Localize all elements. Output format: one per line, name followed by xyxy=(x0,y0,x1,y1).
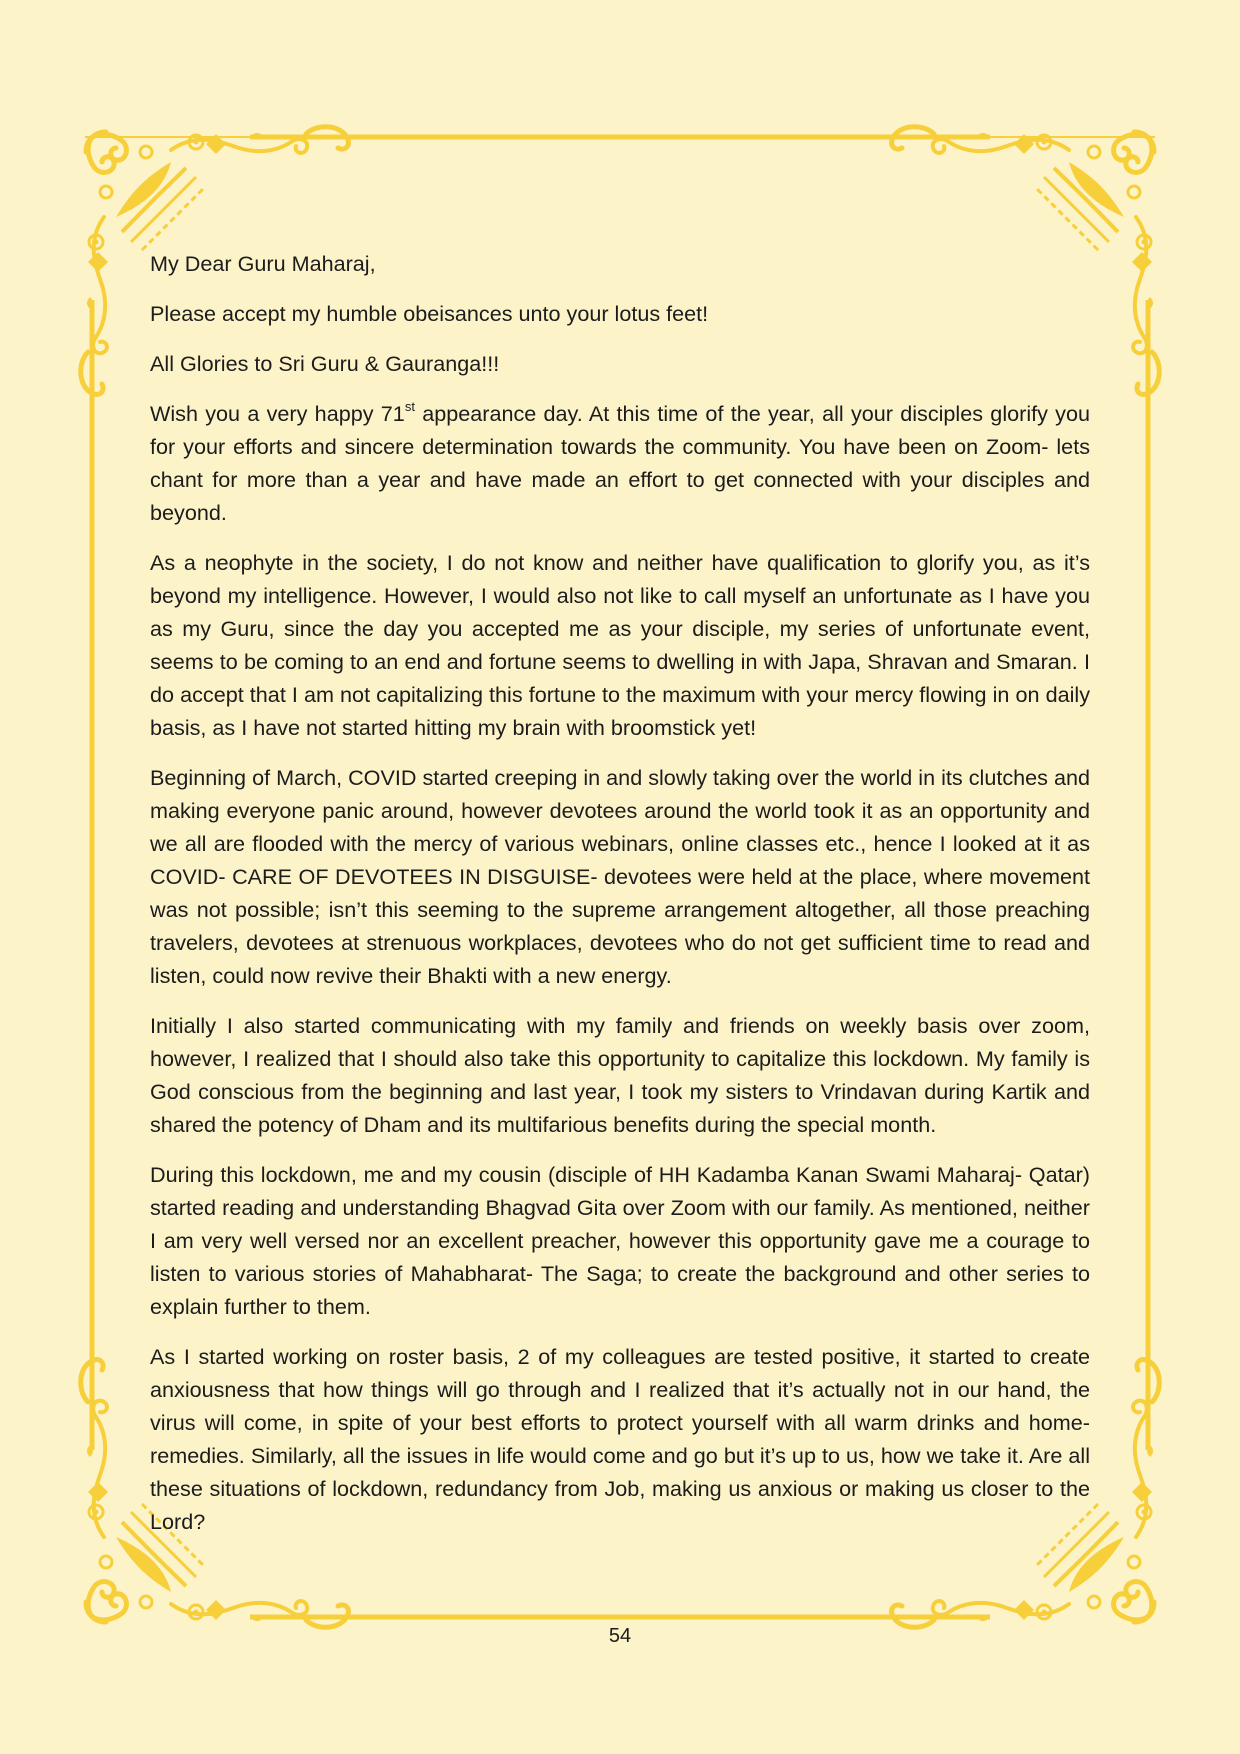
glories-line: All Glories to Sri Guru & Gauranga!!! xyxy=(150,351,500,376)
paragraph-appearance-day xyxy=(150,397,1090,529)
obeisance-line: Please accept my humble obeisances unto your lotus feet! xyxy=(150,301,709,326)
paragraph-text: Wish you a very happy 71 xyxy=(150,401,405,426)
paragraph-neophyte: As a neophyte in the society, I do not know and neither have qualification to glorify you, as it’s beyond my intelligence. However, I would also not like to call myself an unfortunate as I have you as my Guru, since the day you accepted me as your disciple, my series of unfortunate event, seems to be coming to an end and fortune seems to dwelling in with Japa, Shravan and Smaran. I do accept that I am not capitalizing this fortune to the maximum with your mercy flowing in on daily basis, as I have not started hitting my brain with broomstick yet! xyxy=(150,550,1090,740)
paragraph-roster: As I started working on roster basis, 2 of my colleagues are tested positive, it started to create anxiousness that how things will go through and I realized that it’s actually not in our hand, the virus will come, in spite of your best efforts to protect yourself with all warm drinks and home-remedies. Similarly, all the issues in life would come and go but it’s up to us, how we take it. Are all these situations of lockdown, redundancy from Job, making us anxious or making us closer to the Lord? xyxy=(150,1344,1090,1534)
letter-body xyxy=(150,247,1090,1555)
ordinal-suffix: st xyxy=(404,398,415,414)
page-number: 54 xyxy=(608,1625,632,1647)
paragraph-covid: Beginning of March, COVID started creeping in and slowly taking over the world in its clutches and making everyone panic around, however devotees around the world took it as an opportunity and we all are flooded with the mercy of various webinars, online classes etc., hence I looked at it as COVID- CARE OF DEVOTEES IN DISGUISE- devotees were held at the place, where movement was not possible; isn’t this seeming to the supreme arrangement altogether, all those preaching travelers, devotees at strenuous workplaces, devotees who do not get sufficient time to read and listen, could now revive their Bhakti with a new energy. xyxy=(150,765,1090,988)
paragraph-text: appearance day. At this time of the year, all your disciples glorify you for your efforts and sincere determination towards the community. You have been on Zoom- lets chant for more than a year and have made an effort to get connected with your disciples and beyond. xyxy=(150,401,1090,525)
salutation: My Dear Guru Maharaj, xyxy=(150,251,376,276)
paragraph-family: Initially I also started communicating with my family and friends on weekly basis over zoom, however, I realized that I should also take this opportunity to capitalize this lockdown. My family is God conscious from the beginning and last year, I took my sisters to Vrindavan during Kartik and shared the potency of Dham and its multifarious benefits during the special month. xyxy=(150,1013,1090,1137)
paragraph-lockdown: During this lockdown, me and my cousin (disciple of HH Kadamba Kanan Swami Maharaj- Qatar) started reading and understanding Bhagvad Gita over Zoom with our family. As mentioned, neither I am very well versed nor an excellent preacher, however this opportunity gave me a courage to listen to various stories of Mahabharat- The Saga; to create the background and other series to explain further to them. xyxy=(150,1162,1090,1319)
